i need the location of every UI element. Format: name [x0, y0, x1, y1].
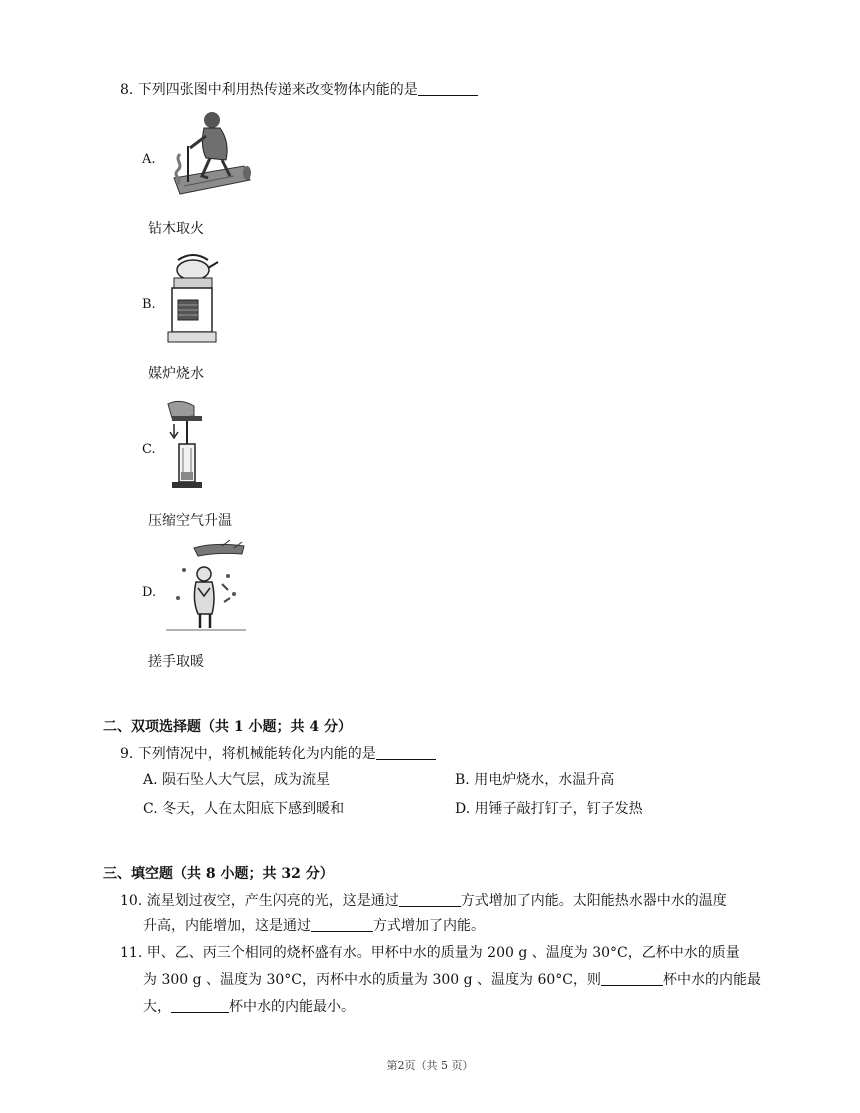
drilling-wood-figure-icon: [164, 106, 252, 202]
question-9-text: 9. 下列情况中，将机械能转化为内能的是: [120, 746, 376, 762]
question-11-line-1: 11. 甲、乙、丙三个相同的烧杯盛有水。甲杯中水的质量为 200 g 、温度为 30°C，乙杯中水的质量: [120, 945, 740, 961]
answer-blank: [376, 745, 436, 760]
option-c-caption: 压缩空气升温: [148, 513, 232, 529]
q11-line3-end: 杯中水的内能最小。: [229, 999, 355, 1015]
question-10-line-2: [143, 916, 485, 936]
q10-line1-end: 方式增加了内能。太阳能热水器中水的温度: [460, 893, 727, 909]
question-10-line-1: [120, 891, 727, 911]
q9-option-a: A. 陨石坠人大气层，成为流星: [143, 772, 331, 788]
answer-blank: [311, 917, 373, 932]
option-c-letter: C.: [142, 442, 156, 457]
option-a-caption: 钻木取火: [148, 221, 204, 237]
q10-line2-end: 方式增加了内能。: [373, 918, 485, 934]
section-3-title: 三、填空题（共 8 小题；共 32 分）: [103, 866, 334, 882]
q9-option-c: C. 冬天，人在太阳底下感到暖和: [143, 801, 345, 817]
air-compression-cylinder-icon: [164, 398, 212, 498]
question-11-line-3: [143, 997, 355, 1017]
answer-blank: [171, 998, 229, 1013]
q11-line2-end: 杯中水的内能最: [663, 972, 762, 988]
q11-line2-start: 为 300 g 、温度为 30°C，丙杯中水的质量为 300 g 、温度为 60°C，则: [143, 972, 602, 988]
option-b-caption: 媒炉烧水: [148, 366, 204, 382]
option-d-caption: 搓手取暖: [148, 654, 204, 670]
question-11-line-2: [143, 970, 761, 990]
q10-line1-start: 10. 流星划过夜空，产生闪亮的光，这是通过: [120, 893, 399, 909]
question-8-text: 8. 下列四张图中利用热传递来改变物体内能的是: [120, 82, 418, 98]
person-rubbing-hands-icon: [164, 540, 248, 636]
kettle-on-stove-icon: [164, 250, 222, 350]
q10-line2-start: 升高，内能增加，这是通过: [143, 918, 311, 934]
page-number: 第2页（共 5 页）: [386, 1059, 474, 1072]
answer-blank: [601, 971, 663, 986]
section-2-title: 二、双项选择题（共 1 小题；共 4 分）: [103, 719, 352, 735]
q9-option-d: D. 用锤子敲打钉子，钉子发热: [455, 801, 643, 817]
answer-blank: [418, 81, 478, 96]
option-b-letter: B.: [142, 297, 156, 312]
option-a-letter: A.: [142, 152, 156, 167]
option-d-letter: D.: [142, 585, 157, 600]
q11-line3-start: 大，: [143, 999, 171, 1015]
question-8: [120, 80, 478, 100]
answer-blank: [399, 892, 461, 907]
q9-option-b: B. 用电炉烧水，水温升高: [455, 772, 615, 788]
question-9: [120, 744, 436, 764]
